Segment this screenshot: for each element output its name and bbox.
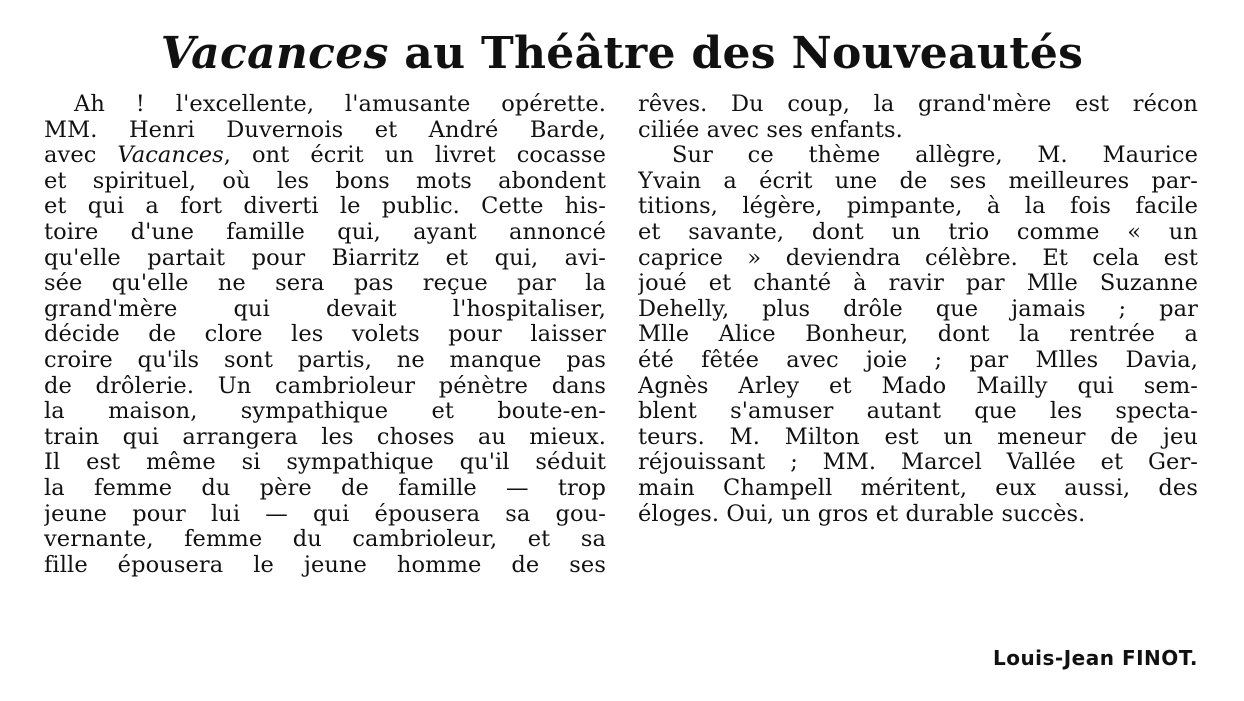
body-line: sée qu'elle ne sera pas reçue par la bbox=[44, 271, 606, 297]
left-column bbox=[44, 92, 606, 578]
body-line: éloges. Oui, un gros et durable succès. bbox=[638, 501, 1086, 527]
body-line: MM. Henri Duvernois et André Barde, bbox=[44, 117, 606, 143]
body-line: vernante, femme du cambrioleur, et sa bbox=[44, 527, 606, 553]
body-line: train qui arrangera les choses au mieux. bbox=[44, 424, 606, 450]
body-line: décide de clore les volets pour laisser bbox=[44, 322, 606, 348]
article-headline bbox=[0, 26, 1244, 82]
italic-title-mention: Vacances bbox=[117, 143, 224, 169]
body-line: titions, légère, pimpante, à la fois facile bbox=[638, 194, 1198, 220]
body-line: rêves. Du coup, la grand'mère est récon bbox=[638, 92, 1198, 117]
body-line: et spirituel, où les bons mots abondent bbox=[44, 168, 606, 194]
body-line: Agnès Arley et Mado Mailly qui sem- bbox=[638, 373, 1198, 399]
body-line: croire qu'ils sont partis, ne manque pas bbox=[44, 347, 606, 373]
body-line: Ah ! l'excellente, l'amusante opérette. bbox=[74, 92, 606, 117]
body-line: et savante, dont un trio comme « un bbox=[638, 219, 1198, 245]
body-line: caprice » deviendra célèbre. Et cela est bbox=[638, 245, 1198, 271]
body-line: la femme du père de famille — trop bbox=[44, 475, 606, 501]
headline-rest: au Théâtre des Nouveautés bbox=[388, 28, 1084, 79]
body-line: et qui a fort diverti le public. Cette his- bbox=[44, 194, 606, 220]
body-line: Il est même si sympathique qu'il séduit bbox=[44, 450, 606, 476]
author-signature: Louis-Jean FINOT. bbox=[992, 646, 1198, 670]
body-line: jeune pour lui — qui épousera sa gou- bbox=[44, 501, 606, 527]
body-line: toire d'une famille qui, ayant annoncé bbox=[44, 219, 606, 245]
body-line: la maison, sympathique et boute-en- bbox=[44, 399, 606, 425]
body-line: fille épousera le jeune homme de ses bbox=[44, 552, 606, 578]
body-line: réjouissant ; MM. Marcel Vallée et Ger- bbox=[638, 450, 1198, 476]
body-line: été fêtée avec joie ; par Mlles Davia, bbox=[638, 347, 1198, 373]
body-line: Yvain a écrit une de ses meilleures par- bbox=[638, 168, 1198, 194]
body-line: teurs. M. Milton est un meneur de jeu bbox=[638, 424, 1198, 450]
body-line: grand'mère qui devait l'hospitaliser, bbox=[44, 296, 606, 322]
body-line: main Champell méritent, eux aussi, des bbox=[638, 475, 1198, 501]
right-column bbox=[638, 92, 1198, 527]
body-line: Dehelly, plus drôle que jamais ; par bbox=[638, 296, 1198, 322]
body-line: qu'elle partait pour Biarritz et qui, avi- bbox=[44, 245, 606, 271]
body-line: Mlle Alice Bonheur, dont la rentrée a bbox=[638, 322, 1198, 348]
body-line: Sur ce thème allègre, M. Maurice bbox=[672, 143, 1198, 169]
headline-italic-title: Vacances bbox=[160, 28, 389, 79]
body-line: blent s'amuser autant que les specta- bbox=[638, 399, 1198, 425]
body-line: de drôlerie. Un cambrioleur pénètre dans bbox=[44, 373, 606, 399]
body-line: ciliée avec ses enfants. bbox=[638, 117, 903, 143]
body-line: joué et chanté à ravir par Mlle Suzanne bbox=[638, 271, 1198, 297]
body-line: avec Vacances, ont écrit un livret cocasse bbox=[44, 143, 606, 169]
